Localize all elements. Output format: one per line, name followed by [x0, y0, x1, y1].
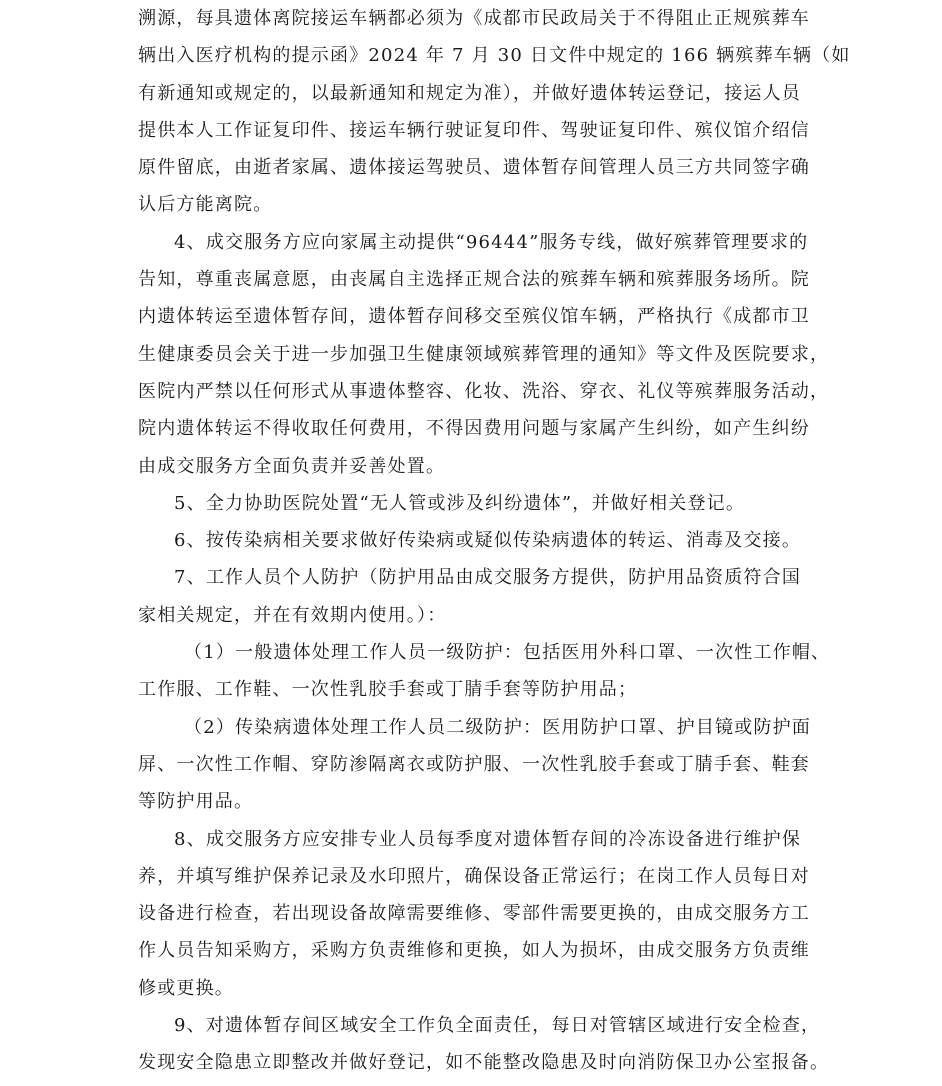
text-line: 9、对遗体暂存间区域安全工作负全面责任，每日对管辖区域进行安全检查， — [174, 1015, 821, 1037]
text-line: 6、按传染病相关要求做好传染病或疑似传染病遗体的转运、消毒及交接。 — [174, 530, 802, 552]
text-line: 8、成交服务方应安排专业人员每季度对遗体暂存间的冷冻设备进行维护保 — [174, 828, 802, 850]
text-line: 发现安全隐患立即整改并做好登记，如不能整改隐患及时向消防保卫办公室报备。 — [138, 1052, 830, 1074]
paragraph-item-7 — [138, 559, 806, 634]
text-line: 等防护用品。 — [138, 791, 254, 813]
paragraph-item-4 — [138, 224, 830, 485]
text-line: 作人员告知采购方，采购方负责维修和更换，如人为损坏，由成交服务方负责维 — [138, 940, 810, 962]
text-line: 原件留底，由逝者家属、遗体接运驾驶员、遗体暂存间管理人员三方共同签字确 — [138, 157, 810, 179]
text-line: 设备进行检查，若出现设备故障需要维修、零部件需要更换的，由成交服务方工 — [138, 903, 810, 925]
text-line: 溯源，每具遗体离院接运车辆都必须为《成都市民政局关于不得阻止正规殡葬车 — [138, 8, 810, 29]
paragraph-item-9 — [138, 1007, 830, 1082]
text-line: 内遗体转运至遗体暂存间，遗体暂存间移交至殡仪馆车辆，严格执行《成都市卫 — [138, 306, 810, 328]
text-line: 告知，尊重丧属意愿，由丧属自主选择正规合法的殡葬车辆和殡葬服务场所。院 — [138, 269, 810, 291]
text-line: 修或更换。 — [138, 977, 234, 999]
text-line: 由成交服务方全面负责并妥善处置。 — [138, 455, 446, 477]
text-line: 生健康委员会关于进一步加强卫生健康领域殡葬管理的通知》等文件及医院要求， — [138, 343, 830, 365]
text-line: 辆出入医疗机构的提示函》2024 年 7 月 30 日文件中规定的 166 辆殡葬车辆（如 — [138, 45, 851, 67]
text-line: 4、成交服务方应向家属主动提供“96444”服务专线，做好殡葬管理要求的 — [174, 231, 809, 253]
paragraph-item-7-sub-2 — [138, 709, 812, 821]
paragraph-item-8 — [138, 821, 810, 1007]
paragraph-item-6 — [138, 522, 806, 559]
text-line: （2）传染病遗体处理工作人员二级防护：医用防护口罩、护目镜或防护面 — [184, 716, 812, 738]
document-page — [138, 0, 851, 1082]
text-line: 认后方能离院。 — [138, 194, 273, 216]
text-line: 7、工作人员个人防护（防护用品由成交服务方提供，防护用品资质符合国 — [174, 567, 802, 589]
text-line: 工作服、工作鞋、一次性乳胶手套或丁腈手套等防护用品； — [138, 679, 638, 701]
text-line: 屏、一次性工作帽、穿防渗隔离衣或防护服、一次性乳胶手套或丁腈手套、鞋套 — [138, 753, 810, 775]
text-line: 家相关规定，并在有效期内使用。）： — [138, 604, 447, 626]
text-line: 提供本人工作证复印件、接运车辆行驶证复印件、驾驶证复印件、殡仪馆介绍信 — [138, 119, 810, 141]
paragraph-continuation — [138, 0, 851, 224]
paragraph-item-5 — [138, 485, 806, 522]
paragraph-item-7-sub-1 — [138, 634, 831, 709]
text-line: （1）一般遗体处理工作人员一级防护：包括医用外科口罩、一次性工作帽、 — [184, 642, 831, 664]
text-line: 院内遗体转运不得收取任何费用，不得因费用问题与家属产生纠纷，如产生纠纷 — [138, 418, 810, 440]
text-line: 养，并填写维护保养记录及水印照片，确保设备正常运行；在岗工作人员每日对 — [138, 865, 810, 887]
text-line: 5、全力协助医院处置“无人管或涉及纠纷遗体”，并做好相关登记。 — [174, 492, 746, 514]
text-line: 有新通知或规定的，以最新通知和规定为准），并做好遗体转运登记，接运人员 — [138, 82, 801, 104]
text-line: 医院内严禁以任何形式从事遗体整容、化妆、洗浴、穿衣、礼仪等殡葬服务活动， — [138, 380, 830, 402]
